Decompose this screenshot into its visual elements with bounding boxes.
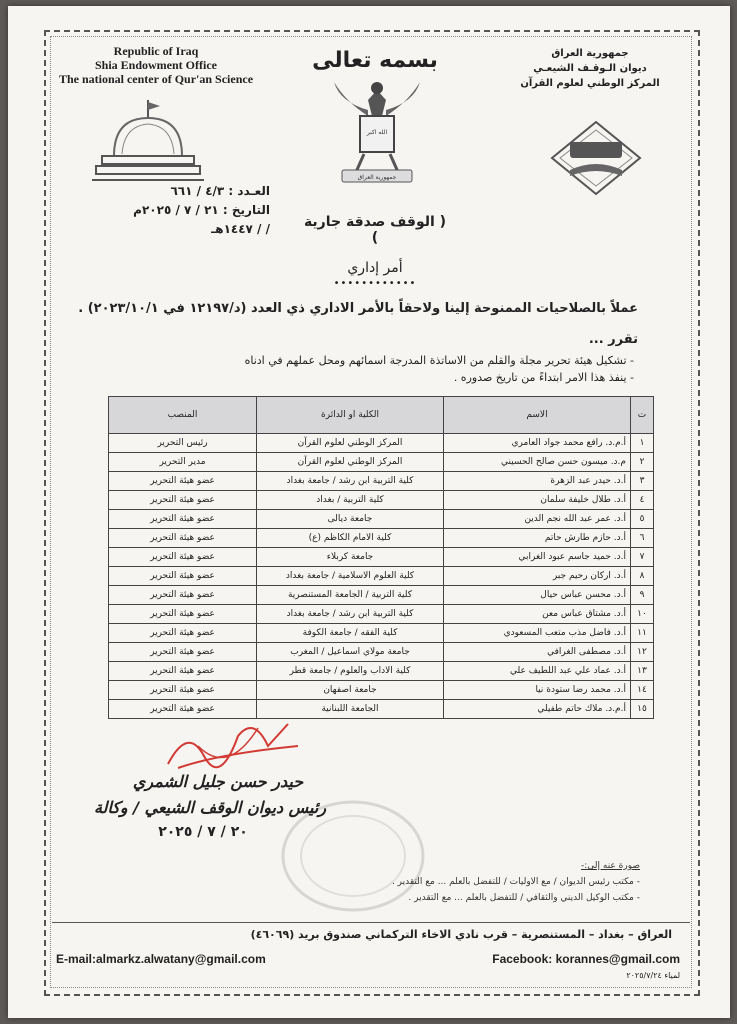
row-position: عضو هيئة التحرير (109, 472, 257, 491)
order-item-1: - تشكيل هيئة تحرير مجلة والقلم من الاساتذة المدرجة اسمائهم ومحل عملهم في ادناه (244, 354, 634, 367)
row-position: مدير التحرير (109, 453, 257, 472)
table-row (109, 567, 654, 586)
row-number: ٤ (631, 491, 654, 510)
reference-number: العـدد : ٤/٣ / ٦٦١ (170, 184, 270, 198)
table-row (109, 529, 654, 548)
quran-center-logo (548, 118, 644, 208)
row-name: أ.د. حيدر عبد الزهرة (444, 472, 631, 491)
english-header (56, 44, 256, 86)
editorial-board-table (108, 396, 654, 719)
row-number: ١ (631, 434, 654, 453)
row-name: أ.د. اركان رحيم جبر (444, 567, 631, 586)
cc-list (392, 858, 640, 906)
table-row (109, 605, 654, 624)
table-row (109, 624, 654, 643)
signatory-name: حيدر حسن جليل الشمري (132, 772, 304, 791)
row-name: م.د. ميسون حسن صالح الحسيني (444, 453, 631, 472)
row-position: رئيس التحرير (109, 434, 257, 453)
row-college: كلية التربية ابن رشد / جامعة بغداد (257, 472, 444, 491)
row-number: ١٠ (631, 605, 654, 624)
col-header-name: الاسم (444, 397, 631, 434)
row-position: عضو هيئة التحرير (109, 548, 257, 567)
row-position: عضو هيئة التحرير (109, 510, 257, 529)
row-name: أ.د. فاضل مذب متعب المسعودي (444, 624, 631, 643)
footer-address: العراق – بغداد – المستنصرية – قرب نادي الاخاء التركماني صندوق بريد (٤٦٠٦٩) (250, 928, 672, 941)
row-number: ٣ (631, 472, 654, 491)
order-item-2: - ينفذ هذا الامر ابتداءً من تاريخ صدوره . (453, 371, 634, 384)
row-position: عضو هيئة التحرير (109, 529, 257, 548)
row-position: عضو هيئة التحرير (109, 586, 257, 605)
basmala: بسمه تعالى (312, 48, 438, 73)
header-ar-line-1: جمهورية العراق (551, 48, 629, 59)
iraq-eagle-emblem (330, 76, 424, 188)
table-row (109, 434, 654, 453)
emblem-motto-text: الله اكبر (366, 129, 388, 136)
shrine-dome-logo (92, 96, 204, 186)
footer-facebook: Facebook: korannes@gmail.com (492, 952, 680, 966)
row-name: أ.د. حازم طارش حاتم (444, 529, 631, 548)
row-college: المركز الوطني لعلوم القرآن (257, 434, 444, 453)
row-college: كلية الاداب والعلوم / جامعة قطر (257, 662, 444, 681)
table-row (109, 453, 654, 472)
arabic-header (490, 46, 690, 91)
row-name: أ.د. طلال خليفة سلمان (444, 491, 631, 510)
row-position: عضو هيئة التحرير (109, 605, 257, 624)
order-items (245, 352, 634, 386)
order-decided: تقرر ... (588, 332, 638, 347)
row-number: ٢ (631, 453, 654, 472)
reference-date: التاريخ : ٢١ / ٧ / ٢٠٢٥م (133, 203, 270, 217)
row-number: ١٥ (631, 700, 654, 719)
row-name: أ.د. محمد رضا ستودة نيا (444, 681, 631, 700)
table-row (109, 643, 654, 662)
table-row (109, 510, 654, 529)
reference-hijri-date: / / ١٤٤٧هـ (211, 222, 270, 236)
handwritten-signature (158, 706, 308, 776)
col-header-college: الكلية او الدائرة (257, 397, 444, 434)
row-name: أ.د. محسن عباس حيال (444, 586, 631, 605)
footer-email: E-mail:almarkz.alwatany@gmail.com (56, 952, 266, 966)
table-row (109, 662, 654, 681)
row-number: ٦ (631, 529, 654, 548)
row-number: ١٣ (631, 662, 654, 681)
col-header-number: ت (631, 397, 654, 434)
signatory-role: رئيس ديوان الوقف الشيعي / وكالة (93, 798, 327, 817)
cc-item-1: - مكتب رئيس الديوان / مع الاوليات / للتفضل بالعلم ... مع التقدير . (391, 877, 640, 887)
col-header-position: المنصب (109, 397, 257, 434)
table-row (109, 548, 654, 567)
header-en-line-2: Shia Endowment Office (94, 58, 217, 72)
row-number: ٥ (631, 510, 654, 529)
document-page (8, 6, 730, 1018)
header-en-line-1: Republic of Iraq (113, 44, 199, 58)
row-position: عضو هيئة التحرير (109, 491, 257, 510)
row-college: جامعة اصفهان (257, 681, 444, 700)
row-name: أ.م.د. ملاك حاتم طفيلي (444, 700, 631, 719)
row-name: أ.د. مشتاق عباس معن (444, 605, 631, 624)
table-body (109, 434, 654, 719)
row-name: أ.د. مصطفى الغرافي (444, 643, 631, 662)
row-position: عضو هيئة التحرير (109, 662, 257, 681)
header-en-line-3: The national center of Qur'an Science (58, 72, 254, 86)
row-college: جامعة كربلاء (257, 548, 444, 567)
table-header-row (109, 397, 654, 434)
row-college: كلية التربية / الجامعة المستنصرية (257, 586, 444, 605)
row-college: جامعة مولاي اسماعيل / المغرب (257, 643, 444, 662)
row-position: عضو هيئة التحرير (109, 643, 257, 662)
header-ar-line-3: المركز الوطني لعلوم القرآن (520, 78, 660, 89)
order-title: أمر إداري (347, 260, 403, 276)
row-name: أ.د. عماد علي عبد اللطيف علي (444, 662, 631, 681)
cc-item-2: - مكتب الوكيل الديني والثقافي / للتفضل بالعلم ... مع التقدير . (408, 893, 640, 903)
header-ar-line-2: ديوان الـوقـف الشيعـي (533, 63, 647, 74)
cc-title: صورة عنه إلى:- (580, 861, 640, 871)
row-college: كلية التربية ابن رشد / جامعة بغداد (257, 605, 444, 624)
row-college: كلية الامام الكاظم (ع) (257, 529, 444, 548)
signature-date: ٢٠ / ٧ / ٢٠٢٥ (158, 824, 248, 840)
row-name: أ.م.د. رافع محمد جواد العامري (444, 434, 631, 453)
row-number: ١٢ (631, 643, 654, 662)
row-number: ١٤ (631, 681, 654, 700)
waqf-motto: ( الوقف صدقة جارية ) (303, 214, 447, 246)
row-college: المركز الوطني لعلوم القرآن (257, 453, 444, 472)
row-number: ٩ (631, 586, 654, 605)
row-position: عضو هيئة التحرير (109, 681, 257, 700)
footer-divider (52, 922, 690, 923)
row-position: عضو هيئة التحرير (109, 624, 257, 643)
reference-block (70, 182, 270, 239)
table-row (109, 586, 654, 605)
table-row (109, 681, 654, 700)
row-position: عضو هيئة التحرير (109, 700, 257, 719)
row-college: كلية الفقه / جامعة الكوفة (257, 624, 444, 643)
row-college: كلية التربية / بغداد (257, 491, 444, 510)
typist-note: لمياء ٢٠٢٥/٧/٢٤ (626, 971, 680, 980)
row-college: كلية العلوم الاسلامية / جامعة بغداد (257, 567, 444, 586)
row-college: جامعة ديالى (257, 510, 444, 529)
row-name: أ.د. حميد جاسم عبود الغرابي (444, 548, 631, 567)
title-dots-divider: •••••••••••• (333, 278, 417, 289)
row-number: ٨ (631, 567, 654, 586)
emblem-banner-text: جمهورية العراق (357, 174, 397, 181)
table-row (109, 491, 654, 510)
table-row (109, 472, 654, 491)
row-name: أ.د. عمر عبد الله نجم الدين (444, 510, 631, 529)
row-position: عضو هيئة التحرير (109, 567, 257, 586)
row-number: ١١ (631, 624, 654, 643)
row-number: ٧ (631, 548, 654, 567)
order-preamble: عملاً بالصلاحيات الممنوحة إلينا ولاحقاً بالأمر الاداري ذي العدد (د/١٢١٩٧ في ٢٠٢٣/١٠/١) . (78, 301, 638, 316)
row-college: الجامعة اللبنانية (257, 700, 444, 719)
